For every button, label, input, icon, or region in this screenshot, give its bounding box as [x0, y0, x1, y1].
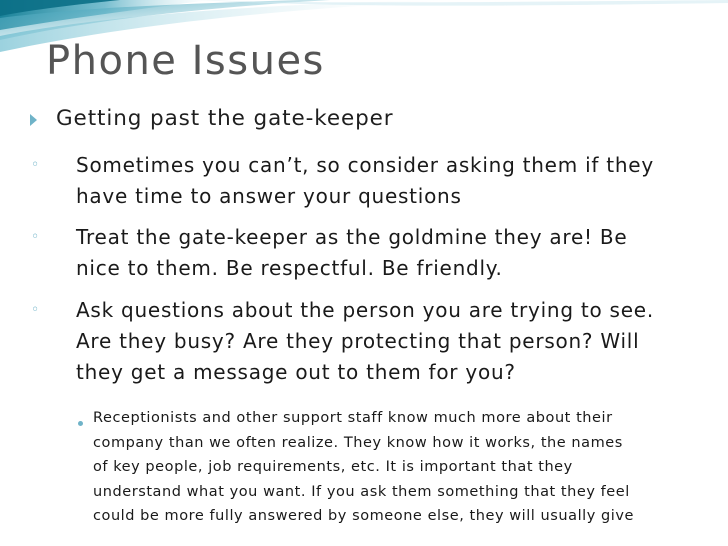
sub-sub-bullet-line-2: company than we often realize. They know how it works, the names: [93, 434, 623, 451]
sub-bullet-3-line-2: Are they busy? Are they protecting that person? Will: [76, 329, 640, 353]
sub-sub-bullet-line-1: Receptionists and other support staff know much more about their: [93, 410, 613, 426]
sub-bullet-3-line-3: they get a message out to them for you?: [76, 360, 516, 384]
level2-bullet-circle-icon: ◦: [31, 157, 40, 173]
sub-sub-bullet: [93, 406, 718, 529]
sub-bullet-1-line-1: Sometimes you can’t, so consider asking them if they: [76, 153, 654, 177]
sub-bullet-3-line-1: Ask questions about the person you are trying to see.: [76, 298, 654, 322]
sub-bullet-2-line-2: nice to them. Be respectful. Be friendly.: [76, 256, 503, 280]
sub-sub-bullet-line-4: understand what you want. If you ask them something that they feel: [93, 483, 630, 500]
level3-bullet-dot-icon: [78, 421, 83, 426]
slide-title: Phone Issues: [46, 38, 325, 84]
level2-bullet-circle-icon: ◦: [31, 229, 40, 245]
sub-bullet-1: [76, 150, 716, 212]
sub-sub-bullet-line-3: of key people, job requirements, etc. It is important that they: [93, 459, 573, 475]
level1-bullet-arrow-icon: [30, 114, 37, 126]
sub-bullet-2-line-1: Treat the gate-keeper as the goldmine they are! Be: [76, 225, 628, 249]
level2-bullet-circle-icon: ◦: [31, 302, 40, 318]
level1-bullet-text: Getting past the gate-keeper: [56, 106, 394, 131]
sub-bullet-3: [76, 295, 716, 388]
sub-sub-bullet-line-5: could be more fully answered by someone else, they will usually give: [93, 508, 634, 524]
sub-bullet-1-line-2: have time to answer your questions: [76, 184, 462, 208]
sub-bullet-2: [76, 222, 716, 284]
